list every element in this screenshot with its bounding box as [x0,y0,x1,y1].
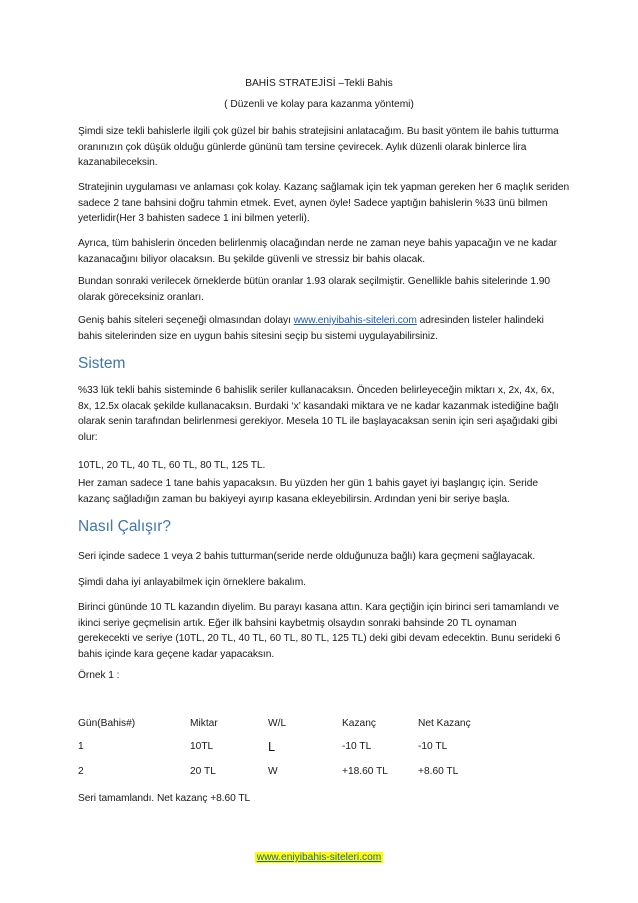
example-label: Örnek 1 : [78,670,120,681]
sistem-paragraph-1: %33 lük tekli bahis sisteminde 6 bahislik seriler kullanacaksın. Önceden belirleyeceğin miktarı x, 2x, 4x, 6x, 8x, 12.5x olacak şekilde kullanacaksın. Burdaki ‘x’ kasandaki miktara ve ne kadar kazanmak istediğine bağlı olarak senin tarafından belirlenmesi gerekiyor. Mesela 10 TL ile başlayacaksan senin için seri aşağıdaki gibi olur: [78,385,559,443]
footer [0,851,638,865]
table-cell: L [268,739,276,754]
intro-paragraph-2: Stratejinin uygulaması ve anlaması çok kolay. Kazanç sağlamak için tek yapman gereken her 6 maçlık seriden sadece 2 tane bahsini doğru tahmin etmek. Evet, aynen öyle! Sadece yaptığın bahislerin %33 ünü bilmen yeterlidir(Her 3 bahisten sadece 1 ini bilmen yeterli). [78,182,570,225]
table-cell: 20 TL [190,766,216,777]
intro-paragraph-4: Bundan sonraki verilecek örneklerde bütün oranlar 1.93 olarak seçilmiştir. Genellikle bahis sitelerinde 1.90 olarak göreceksiniz oranları. [78,276,550,303]
sistem-paragraph-3: Her zaman sadece 1 tane bahis yapacaksın. Bu yüzden her gün 1 bahis gayet iyi başlangıç için. Seride kazanç sağladığın zaman bu bakiyeyi ayırıp kasana ekleyebilirsin. Ardından yeni bir seriye başla. [78,478,538,505]
section-heading-sistem: Sistem [78,355,126,372]
intro-paragraph-5-end: adresinden listeler halindeki bahis sitelerinden size en uygun bahis sitesini seçip bu sistemi uygulayabilirsiniz. [78,315,544,342]
table-header-cell: Kazanç [342,718,376,729]
table-header-cell: W/L [268,718,287,729]
nasil-paragraph-3: Birinci gününde 10 TL kazandın diyelim. Bu parayı kasana attın. Kara geçtiğin için birinci seri tamamlandı ve ikinci seriye geçmelisin artık. Eğer ilk bahsini kaybetmiş olsaydın sonraki bahsinde 20 TL oynaman gerekecekti ve seriye (10TL, 20 TL, 40 TL, 60 TL, 80 TL, 125 TL) deki gibi devam edecektin. Bunu serideki 6 bahis içinde kara geçene kadar yapacaksın. [78,602,561,660]
table-cell: -10 TL [418,741,448,752]
table-row [78,766,570,782]
intro-paragraph-3: Ayrıca, tüm bahislerin önceden belirlenmiş olacağından nerde ne zaman neye bahis yapacağın ve ne kadar kazanacağını biliyor olacaksın. Bu şekilde güvenli ve stressiz bir bahis olacak. [78,238,557,265]
table-header-cell: Gün(Bahis#) [78,718,136,729]
nasil-paragraph-1: Seri içinde sadece 1 veya 2 bahis tutturman(seride nerde olduğunuza bağlı) kara geçmeni sağlayacak. [78,551,536,562]
table-row [78,741,570,757]
table-cell: +18.60 TL [342,766,388,777]
table-header-cell: Net Kazanç [418,718,471,729]
footer-link[interactable]: www.eniyibahis-siteleri.com [256,852,382,863]
table-cell: -10 TL [342,741,372,752]
intro-paragraph-5-start: Geniş bahis siteleri seçeneği olmasından dolayı [78,315,294,326]
nasil-paragraph-2: Şimdi daha iyi anlayabilmek için örneklere bakalım. [78,577,306,588]
document-title: BAHİS STRATEJİSİ –Tekli Bahis [245,78,393,89]
intro-paragraph-5 [78,313,570,344]
series-summary: Seri tamamlandı. Net kazanç +8.60 TL [78,793,251,804]
table-cell: +8.60 TL [418,766,459,777]
site-link[interactable]: www.eniyibahis-siteleri.com [293,315,417,326]
table-cell: 10TL [190,741,214,752]
table-cell: 2 [78,766,84,777]
intro-paragraph-1: Şimdi size tekli bahislerle ilgili çok güzel bir bahis stratejisini anlatacağım. Bu basit yöntem ile bahis tutturma oranınızın çok düşük olduğu günlerde gününü tam tersine çevirecek. Aylık düzenli olarak binlerce lira kazanabileceksin. [78,126,559,169]
section-heading-nasil-calisir: Nasıl Çalışır? [78,518,172,535]
table-cell: 1 [78,741,84,752]
table-header-row [78,718,570,734]
table-cell: W [268,766,278,777]
document-subtitle: ( Düzenli ve kolay para kazanma yöntemi) [224,99,414,110]
sistem-paragraph-2: 10TL, 20 TL, 40 TL, 60 TL, 80 TL, 125 TL. [78,460,266,471]
table-header-cell: Miktar [190,718,218,729]
